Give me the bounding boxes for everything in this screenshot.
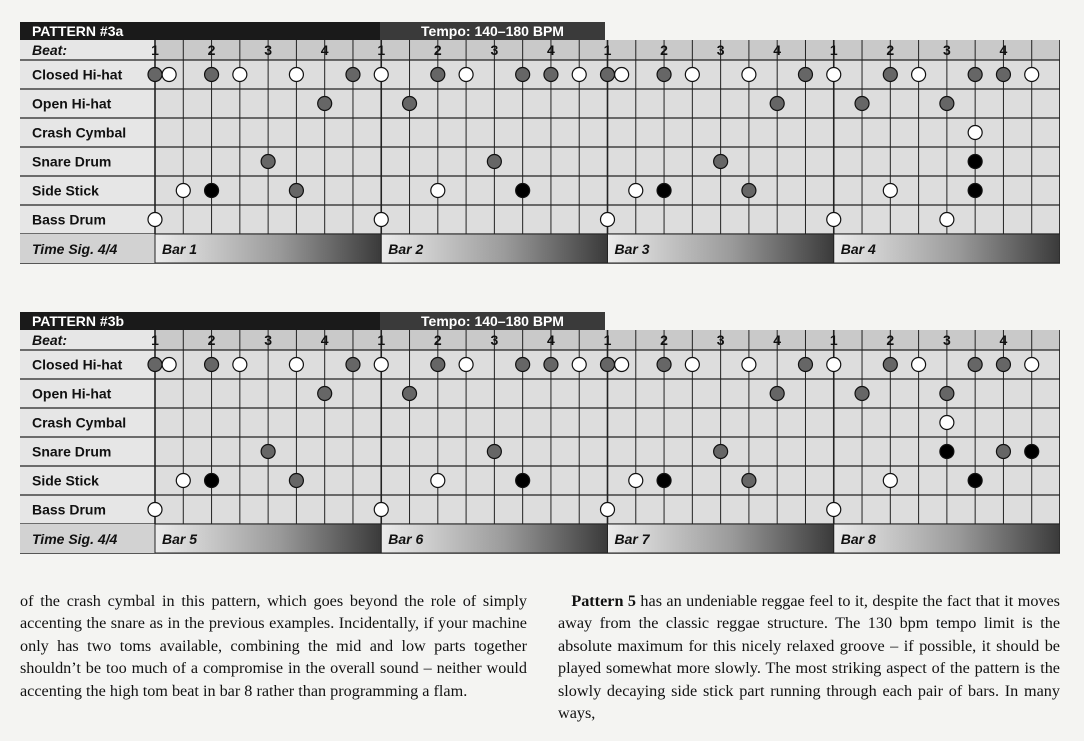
time-signature: Time Sig. 4/4 xyxy=(32,241,118,257)
instrument-label: Bass Drum xyxy=(32,211,106,228)
note-soft xyxy=(615,358,629,372)
note-normal xyxy=(544,358,558,372)
note-soft xyxy=(459,68,473,82)
beat-number: 4 xyxy=(320,42,329,58)
note-normal xyxy=(261,445,275,459)
note-normal xyxy=(883,358,897,372)
note-normal xyxy=(148,358,162,372)
note-normal xyxy=(770,97,784,111)
note-normal xyxy=(516,358,530,372)
beat-number: 4 xyxy=(547,332,555,348)
note-normal xyxy=(798,358,812,372)
note-soft xyxy=(148,213,162,227)
note-soft xyxy=(912,358,926,372)
note-normal xyxy=(742,474,756,488)
note-soft xyxy=(685,358,699,372)
note-normal xyxy=(855,97,869,111)
note-normal xyxy=(996,68,1010,82)
note-normal xyxy=(855,387,869,401)
note-accent xyxy=(968,474,982,488)
beat-number: 2 xyxy=(433,332,442,348)
note-normal xyxy=(996,445,1010,459)
instrument-label: Side Stick xyxy=(32,472,99,489)
note-soft xyxy=(912,68,926,82)
beat-number: 2 xyxy=(660,332,668,348)
note-soft xyxy=(968,126,982,140)
note-normal xyxy=(346,358,360,372)
note-accent xyxy=(205,474,219,488)
bar-label: Bar 2 xyxy=(388,241,424,257)
note-normal xyxy=(289,184,303,198)
beat-number: 2 xyxy=(207,42,216,58)
beat-number: 3 xyxy=(264,42,273,58)
drum-grid xyxy=(20,40,1060,270)
note-normal xyxy=(601,68,615,82)
instrument-label: Crash Cymbal xyxy=(32,414,127,431)
note-soft xyxy=(615,68,629,82)
drum-grid xyxy=(20,330,1060,560)
beat-number: 2 xyxy=(886,42,895,58)
note-soft xyxy=(883,474,897,488)
note-normal xyxy=(742,184,756,198)
body-text-left xyxy=(20,590,527,702)
instrument-label: Snare Drum xyxy=(32,153,112,170)
time-signature: Time Sig. 4/4 xyxy=(32,531,118,547)
note-soft xyxy=(1025,358,1039,372)
note-soft xyxy=(289,68,303,82)
note-normal xyxy=(403,97,417,111)
bar-label: Bar 5 xyxy=(162,531,198,547)
beat-header-row xyxy=(20,330,1060,350)
note-accent xyxy=(516,474,530,488)
note-normal xyxy=(205,68,219,82)
instrument-label: Crash Cymbal xyxy=(32,124,127,141)
beat-number: 4 xyxy=(320,332,329,348)
note-soft xyxy=(827,358,841,372)
note-normal xyxy=(770,387,784,401)
note-soft xyxy=(572,358,586,372)
note-normal xyxy=(403,387,417,401)
beat-number: 1 xyxy=(829,332,838,348)
note-normal xyxy=(205,358,219,372)
note-normal xyxy=(487,155,501,169)
note-soft xyxy=(459,358,473,372)
note-soft xyxy=(883,184,897,198)
note-soft xyxy=(629,184,643,198)
note-soft xyxy=(601,213,615,227)
note-soft xyxy=(374,503,388,517)
note-normal xyxy=(487,445,501,459)
note-normal xyxy=(261,155,275,169)
beat-number: 4 xyxy=(773,332,782,348)
beat-number: 1 xyxy=(377,42,386,58)
note-soft xyxy=(162,358,176,372)
beat-header-row xyxy=(20,40,1060,60)
note-normal xyxy=(996,358,1010,372)
beat-number: 2 xyxy=(433,42,442,58)
pattern-title: PATTERN #3b xyxy=(20,312,380,330)
note-normal xyxy=(940,387,954,401)
note-soft xyxy=(374,358,388,372)
note-accent xyxy=(657,184,671,198)
beat-number: 3 xyxy=(942,332,951,348)
beat-number: 3 xyxy=(716,332,725,348)
note-normal xyxy=(968,358,982,372)
note-normal xyxy=(883,68,897,82)
note-soft xyxy=(374,68,388,82)
beat-number: 3 xyxy=(264,332,273,348)
instrument-label: Side Stick xyxy=(32,182,99,199)
note-soft xyxy=(431,184,445,198)
bar-label: Bar 8 xyxy=(840,531,876,547)
note-accent xyxy=(940,445,954,459)
beat-number: 4 xyxy=(999,332,1008,348)
bar-label: Bar 3 xyxy=(614,241,650,257)
beat-label: Beat: xyxy=(32,42,68,58)
note-normal xyxy=(431,358,445,372)
beat-number: 2 xyxy=(886,332,895,348)
note-soft xyxy=(233,68,247,82)
bar-label: Bar 1 xyxy=(162,241,198,257)
beat-number: 3 xyxy=(490,332,499,348)
beat-number: 1 xyxy=(377,332,386,348)
note-normal xyxy=(318,387,332,401)
note-normal xyxy=(714,445,728,459)
note-soft xyxy=(742,68,756,82)
bar-label: Bar 7 xyxy=(614,531,650,547)
instrument-label: Open Hi-hat xyxy=(32,95,112,112)
note-soft xyxy=(629,474,643,488)
note-normal xyxy=(431,68,445,82)
note-soft xyxy=(162,68,176,82)
note-soft xyxy=(289,358,303,372)
bar-label: Bar 6 xyxy=(388,531,424,547)
note-soft xyxy=(940,416,954,430)
note-soft xyxy=(827,68,841,82)
instrument-label: Closed Hi-hat xyxy=(32,66,123,83)
note-accent xyxy=(205,184,219,198)
note-soft xyxy=(685,68,699,82)
beat-number: 3 xyxy=(490,42,499,58)
beat-number: 4 xyxy=(547,42,555,58)
beat-number: 1 xyxy=(603,332,612,348)
beat-number: 1 xyxy=(603,42,612,58)
tempo-label: Tempo: 140–180 BPM xyxy=(380,312,605,330)
paragraph-text: has an undeniable reggae feel to it, despite the fact that it moves away from the classic reggae structure. The 130 bpm tempo limit is the absolute maximum for this nicely relaxed groove – if possible, it should be played somewhat more slowly. The most striking aspect of the pattern is the slowly decaying side stick part running through each pair of bars. In many ways, xyxy=(558,592,1060,723)
note-normal xyxy=(601,358,615,372)
pattern-title: PATTERN #3a xyxy=(20,22,380,40)
note-soft xyxy=(827,503,841,517)
note-soft xyxy=(827,213,841,227)
paragraph-text: of the crash cymbal in this pattern, which goes beyond the role of simply accenting the snare as in the previous examples. Incidentally, if your machine only has two toms available, combining the mid and low parts together shouldn’t be too much of a compromise in the overall sound – neither would accenting the high tom beat in bar 8 rather than programming a flam. xyxy=(20,592,527,700)
beat-number: 2 xyxy=(660,42,668,58)
beat-number: 1 xyxy=(151,332,159,348)
note-normal xyxy=(940,97,954,111)
note-normal xyxy=(714,155,728,169)
beat-number: 3 xyxy=(942,42,951,58)
note-accent xyxy=(968,184,982,198)
instrument-label: Snare Drum xyxy=(32,443,112,460)
note-soft xyxy=(601,503,615,517)
beat-number: 1 xyxy=(151,42,159,58)
note-soft xyxy=(940,213,954,227)
beat-number: 4 xyxy=(773,42,782,58)
note-normal xyxy=(516,68,530,82)
note-normal xyxy=(148,68,162,82)
note-soft xyxy=(176,474,190,488)
note-normal xyxy=(544,68,558,82)
bar-label: Bar 4 xyxy=(840,241,876,257)
beat-number: 4 xyxy=(999,42,1008,58)
note-accent xyxy=(657,474,671,488)
note-normal xyxy=(289,474,303,488)
note-soft xyxy=(1025,68,1039,82)
note-soft xyxy=(148,503,162,517)
beat-number: 1 xyxy=(829,42,838,58)
instrument-label: Closed Hi-hat xyxy=(32,356,123,373)
body-text-right xyxy=(558,590,1060,724)
instrument-label: Open Hi-hat xyxy=(32,385,112,402)
beat-label: Beat: xyxy=(32,332,68,348)
note-normal xyxy=(798,68,812,82)
note-normal xyxy=(318,97,332,111)
note-soft xyxy=(572,68,586,82)
note-accent xyxy=(968,155,982,169)
note-normal xyxy=(968,68,982,82)
note-soft xyxy=(374,213,388,227)
note-soft xyxy=(431,474,445,488)
beat-number: 2 xyxy=(207,332,216,348)
note-normal xyxy=(657,358,671,372)
beat-number: 3 xyxy=(716,42,725,58)
note-normal xyxy=(657,68,671,82)
note-normal xyxy=(346,68,360,82)
tempo-label: Tempo: 140–180 BPM xyxy=(380,22,605,40)
note-accent xyxy=(516,184,530,198)
note-accent xyxy=(1025,445,1039,459)
pattern-5-heading: Pattern 5 xyxy=(571,592,636,610)
instrument-label: Bass Drum xyxy=(32,501,106,518)
note-soft xyxy=(233,358,247,372)
note-soft xyxy=(176,184,190,198)
note-soft xyxy=(742,358,756,372)
